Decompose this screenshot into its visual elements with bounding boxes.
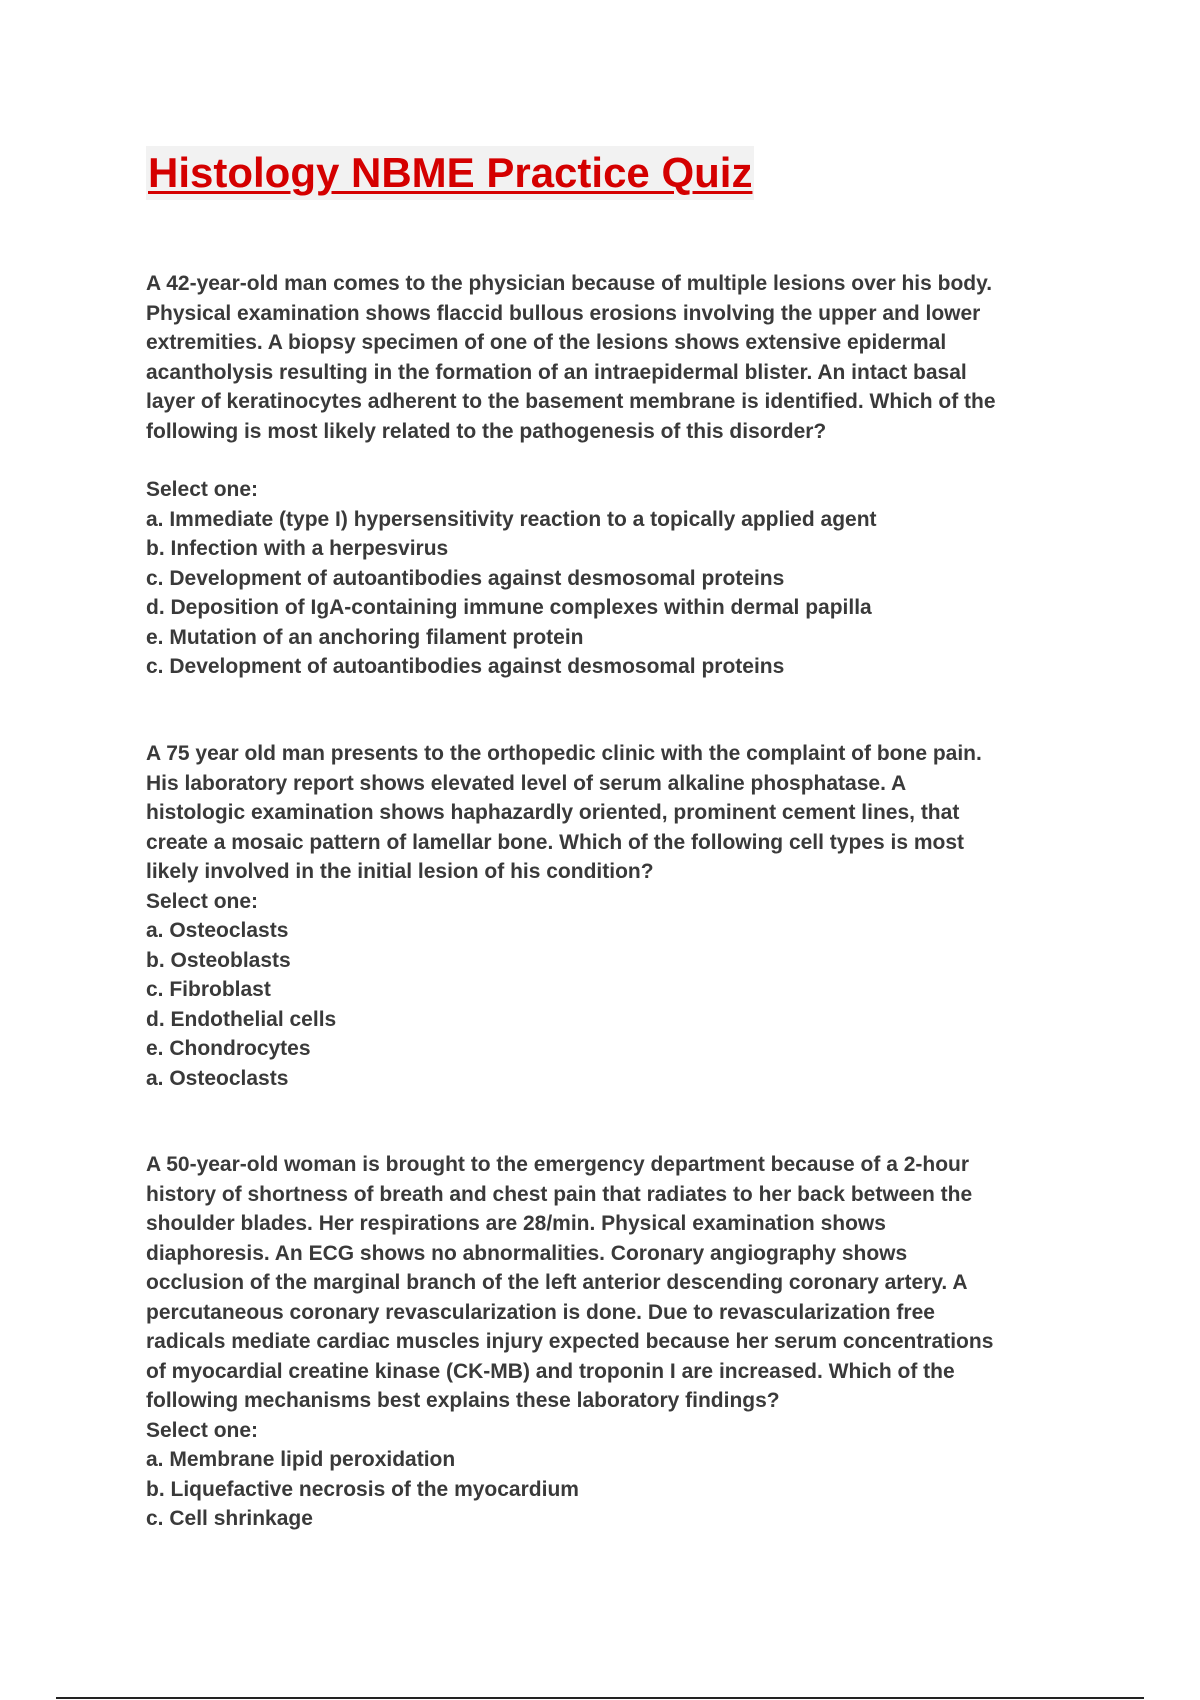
question-2-stem-line: A 75 year old man presents to the orthopedic clinic with the complaint of bone pain.	[146, 742, 982, 765]
question-1-stem-line: A 42-year-old man comes to the physician because of multiple lesions over his body.	[146, 272, 993, 295]
question-2-options	[146, 916, 1066, 1064]
question-1-option-d: d. Deposition of IgA-containing immune complexes within dermal papilla	[146, 596, 872, 619]
question-2-answer: a. Osteoclasts	[146, 1066, 289, 1090]
question-1-stem-line: acantholysis resulting in the formation of an intraepidermal blister. An intact basal	[146, 360, 967, 384]
question-2-stem-line: create a mosaic pattern of lamellar bone. Which of the following cell types is most	[146, 830, 965, 854]
question-2-option-d: d. Endothelial cells	[146, 1007, 337, 1031]
question-3-stem-line: A 50-year-old woman is brought to the emergency department because of a 2-hour	[146, 1153, 970, 1176]
question-3-stem-line: shoulder blades. Her respirations are 28/min. Physical examination shows	[146, 1212, 886, 1235]
question-2-stem-line: His laboratory report shows elevated level of serum alkaline phosphatase. A	[146, 771, 907, 795]
question-3-option-a: a. Membrane lipid peroxidation	[146, 1448, 456, 1471]
question-3	[146, 1150, 1066, 1534]
question-1-option-b: b. Infection with a herpesvirus	[146, 537, 449, 560]
question-2-stem	[146, 739, 1066, 887]
question-1-stem-line: following is most likely related to the pathogenesis of this disorder?	[146, 419, 827, 443]
question-2	[146, 739, 1066, 1093]
footer-divider	[56, 1697, 1144, 1699]
question-2-option-c: c. Fibroblast	[146, 978, 271, 1001]
question-3-stem-line: diaphoresis. An ECG shows no abnormalities. Coronary angiography shows	[146, 1241, 908, 1265]
question-3-prompt: Select one:	[146, 1418, 259, 1442]
question-1-stem-line: layer of keratinocytes adherent to the basement membrane is identified. Which of the	[146, 390, 996, 413]
document-title: Histology NBME Practice Quiz	[146, 146, 754, 200]
question-3-stem-line: percutaneous coronary revascularization is done. Due to revascularization free	[146, 1300, 935, 1324]
question-1-prompt: Select one:	[146, 478, 259, 501]
question-1-answer: c. Development of autoantibodies against desmosomal proteins	[146, 655, 785, 678]
spacer	[146, 446, 1066, 475]
question-1-option-a: a. Immediate (type I) hypersensitivity reaction to a topically applied agent	[146, 507, 877, 531]
question-3-option-c: c. Cell shrinkage	[146, 1507, 313, 1530]
question-2-stem-line: likely involved in the initial lesion of his condition?	[146, 860, 654, 883]
question-1-option-c: c. Development of autoantibodies against desmosomal proteins	[146, 566, 785, 590]
question-1-option-e: e. Mutation of an anchoring filament protein	[146, 625, 584, 649]
question-1-stem-line: extremities. A biopsy specimen of one of the lesions shows extensive epidermal	[146, 331, 947, 354]
question-1-stem-line: Physical examination shows flaccid bullous erosions involving the upper and lower	[146, 301, 981, 325]
question-2-stem-line: histologic examination shows haphazardly oriented, prominent cement lines, that	[146, 801, 960, 824]
question-1-stem	[146, 269, 1066, 446]
question-3-option-b: b. Liquefactive necrosis of the myocardium	[146, 1477, 579, 1501]
question-3-options	[146, 1445, 1066, 1534]
question-3-stem-line: occlusion of the marginal branch of the left anterior descending coronary artery. A	[146, 1271, 968, 1294]
question-2-prompt: Select one:	[146, 889, 259, 913]
question-3-stem	[146, 1150, 1066, 1416]
question-2-option-a: a. Osteoclasts	[146, 919, 289, 942]
question-3-stem-line: radicals mediate cardiac muscles injury expected because her serum concentrations	[146, 1330, 994, 1353]
question-3-stem-line: following mechanisms best explains these laboratory findings?	[146, 1389, 780, 1412]
question-1	[146, 269, 1066, 682]
question-1-options	[146, 505, 1066, 653]
question-3-stem-line: of myocardial creatine kinase (CK-MB) and troponin I are increased. Which of the	[146, 1359, 955, 1383]
question-2-option-e: e. Chondrocytes	[146, 1037, 311, 1060]
question-3-stem-line: history of shortness of breath and chest pain that radiates to her back between the	[146, 1182, 973, 1206]
question-2-option-b: b. Osteoblasts	[146, 948, 291, 972]
